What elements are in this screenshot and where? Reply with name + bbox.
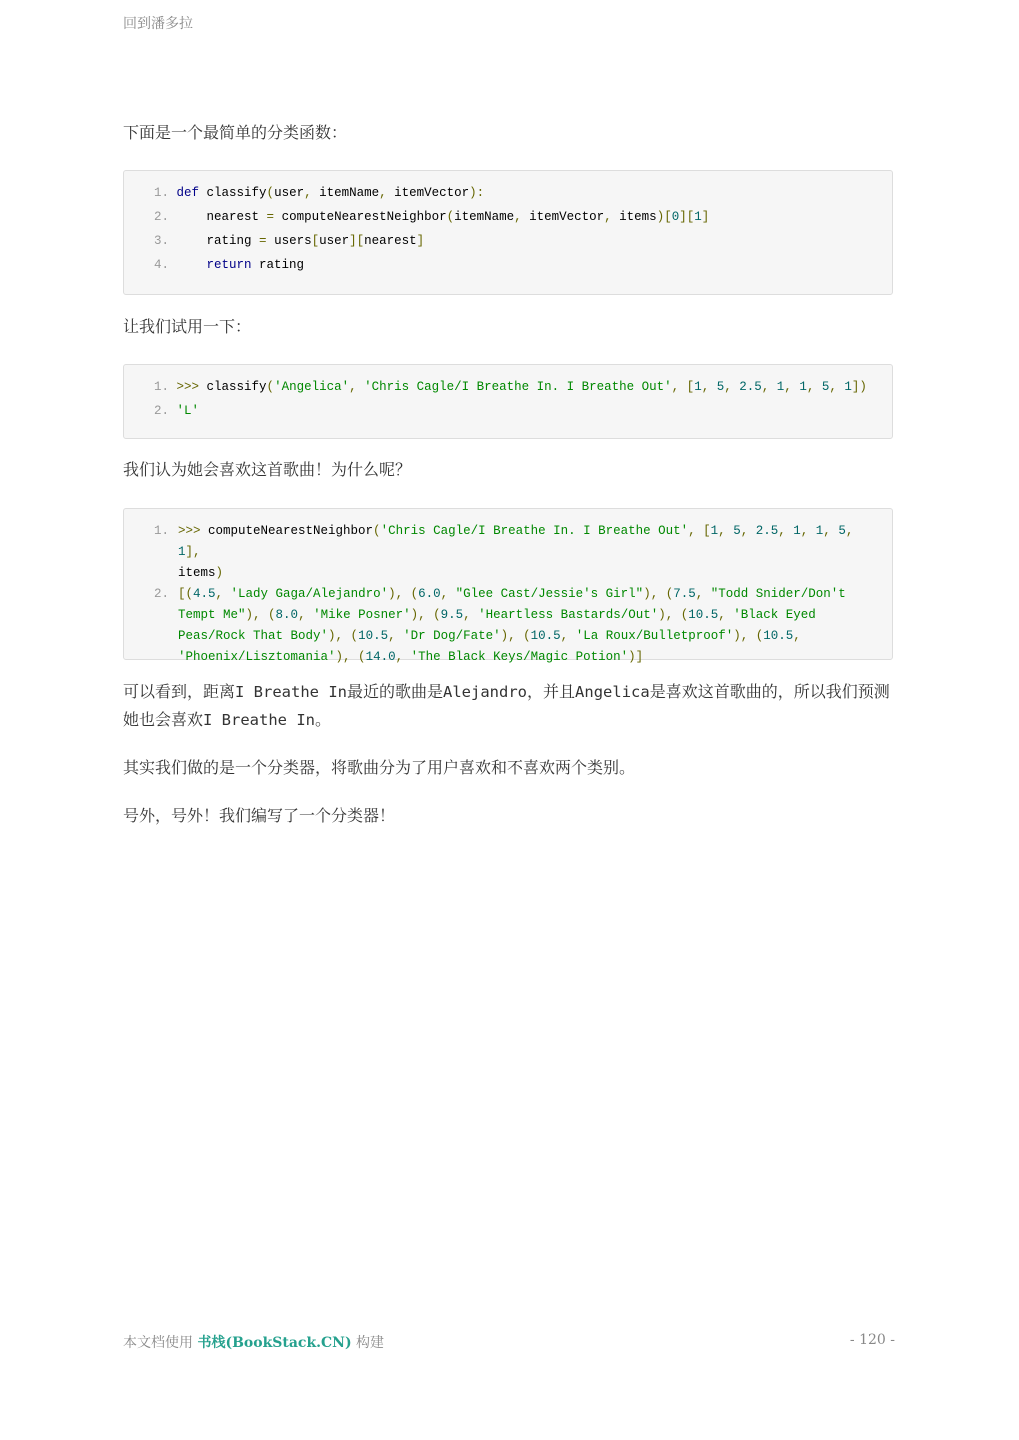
code-line: 2. 'L' <box>124 401 872 425</box>
line-number: 2. <box>153 210 169 224</box>
line-number: 3. <box>153 234 169 248</box>
line-number: 1. <box>153 380 169 394</box>
footer-credit: 本文档使用 书栈(BookStack.CN) 构建 <box>123 1335 385 1351</box>
line-number: 2. <box>153 404 169 418</box>
code-line: 1. >>> classify('Angelica', 'Chris Cagle/I Breathe In. I Breathe Out', [1, 5, 2.5, 1, 1, 5, 1]) <box>124 377 872 401</box>
code-line: 2. [(4.5, 'Lady Gaga/Alejandro'), (6.0, "Glee Cast/Jessie's Girl"), (7.5, "Todd Snider/Don't Tempt Me"), (8.0, 'Mike Posner'), (9.5, 'Heartless Bastards/Out'), (10.5, 'Black Eyed Peas/Rock That Body'), (10.5, 'Dr Dog/Fate'), (10.5, 'La Roux/Bulletproof'), (10.5, 'Phoenix/Lisztomania'), (14.0, 'The Black Keys/Magic Potion')] <box>124 584 872 668</box>
intro-paragraph: 下面是一个最简单的分类函数： <box>123 123 348 142</box>
code-line: 2. nearest = computeNearestNeighbor(itemName, itemVector, items)[0][1] <box>124 207 872 231</box>
bookstack-link[interactable]: 书栈(BookStack.CN) <box>197 1335 352 1351</box>
explanation-paragraph: 可以看到，距离I Breathe In最近的歌曲是Alejandro，并且Angelica是喜欢这首歌曲的，所以我们预测她也会喜欢I Breathe In。 <box>123 682 890 729</box>
line-number: 1. <box>153 524 169 538</box>
question-paragraph: 我们认为她会喜欢这首歌曲！为什么呢？ <box>123 460 412 479</box>
page-number: - 120 - <box>849 1332 895 1348</box>
code-line: 1. def classify(user, itemName, itemVector): <box>124 183 872 207</box>
try-paragraph: 让我们试用一下： <box>123 317 252 336</box>
classifier-paragraph: 其实我们做的是一个分类器，将歌曲分为了用户喜欢和不喜欢两个类别。 <box>123 758 636 777</box>
code-line: 4. return rating <box>124 255 872 279</box>
line-number: 4. <box>153 258 169 272</box>
code-line: 1. >>> computeNearestNeighbor('Chris Cagle/I Breathe In. I Breathe Out', [1, 5, 2.5, 1, 1, 5, 1], items) <box>124 521 872 584</box>
extra-paragraph: 号外，号外！我们编写了一个分类器！ <box>123 806 396 825</box>
code-line: 3. rating = users[user][nearest] <box>124 231 872 255</box>
line-number: 2. <box>153 587 169 601</box>
code-block-classify <box>123 170 893 295</box>
line-number: 1. <box>153 186 169 200</box>
code-block-try <box>123 364 893 439</box>
code-block-nearest <box>123 508 893 664</box>
back-link[interactable]: 回到潘多拉 <box>123 16 193 32</box>
